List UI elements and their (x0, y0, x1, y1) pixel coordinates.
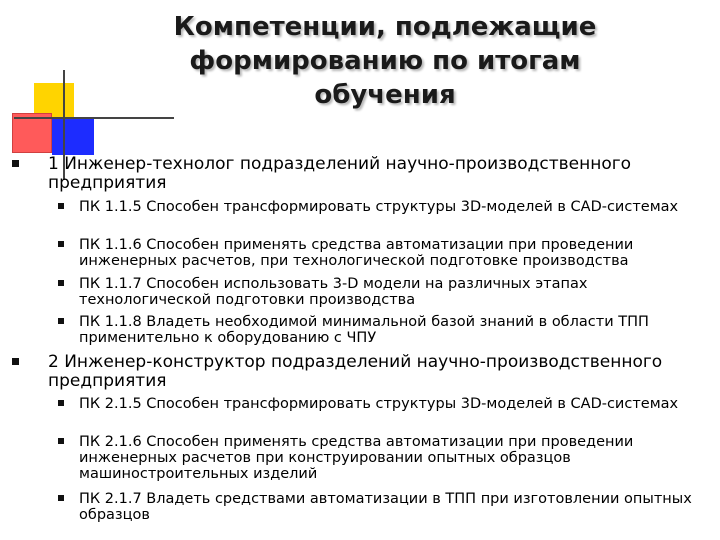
list-item-text: 2 Инженер-конструктор подразделений научно-производственного предприятия (48, 352, 663, 391)
square-bullet-icon (58, 318, 64, 324)
sub-item-text: ПК 1.1.6 Способен применять средства автоматизации при проведении инженерных расчетов, при технологической подготовке производства (79, 237, 634, 269)
decor-blue-square (52, 117, 94, 155)
square-bullet-icon (58, 280, 64, 286)
title-line-2: формированию по итогам (189, 46, 581, 76)
square-bullet-icon (12, 160, 19, 167)
title-line-3: обучения (314, 80, 456, 110)
square-bullet-icon (58, 495, 64, 501)
list-item-text: 1 Инженер-технолог подразделений научно-производственного предприятия (48, 154, 632, 193)
title-line-1: Компетенции, подлежащие (173, 12, 597, 42)
slide-title (150, 10, 620, 112)
sub-item-text: ПК 2.1.5 Способен трансформировать структуры 3D-моделей в CAD-системах (79, 396, 679, 412)
decor-horizontal-line (14, 117, 174, 119)
square-bullet-icon (12, 358, 19, 365)
sub-item-text: ПК 2.1.7 Владеть средствами автоматизации в ТПП при изготовлении опытных образцов (79, 491, 692, 523)
sub-item-text: ПК 1.1.8 Владеть необходимой минимальной базой знаний в области ТПП применительно к оборудованию с ЧПУ (79, 314, 649, 346)
square-bullet-icon (58, 241, 64, 247)
sub-item-text: ПК 1.1.5 Способен трансформировать структуры 3D-моделей в CAD-системах (79, 199, 679, 215)
decor-red-square (12, 113, 52, 153)
square-bullet-icon (58, 438, 64, 444)
square-bullet-icon (58, 400, 64, 406)
sub-item-text: ПК 2.1.6 Способен применять средства автоматизации при проведении инженерных расчетов при конструировании опытных образцов машиностроительных изделий (79, 434, 634, 482)
square-bullet-icon (58, 203, 64, 209)
sub-item-text: ПК 1.1.7 Способен использовать 3-D модели на различных этапах технологической подготовки производства (79, 276, 588, 308)
